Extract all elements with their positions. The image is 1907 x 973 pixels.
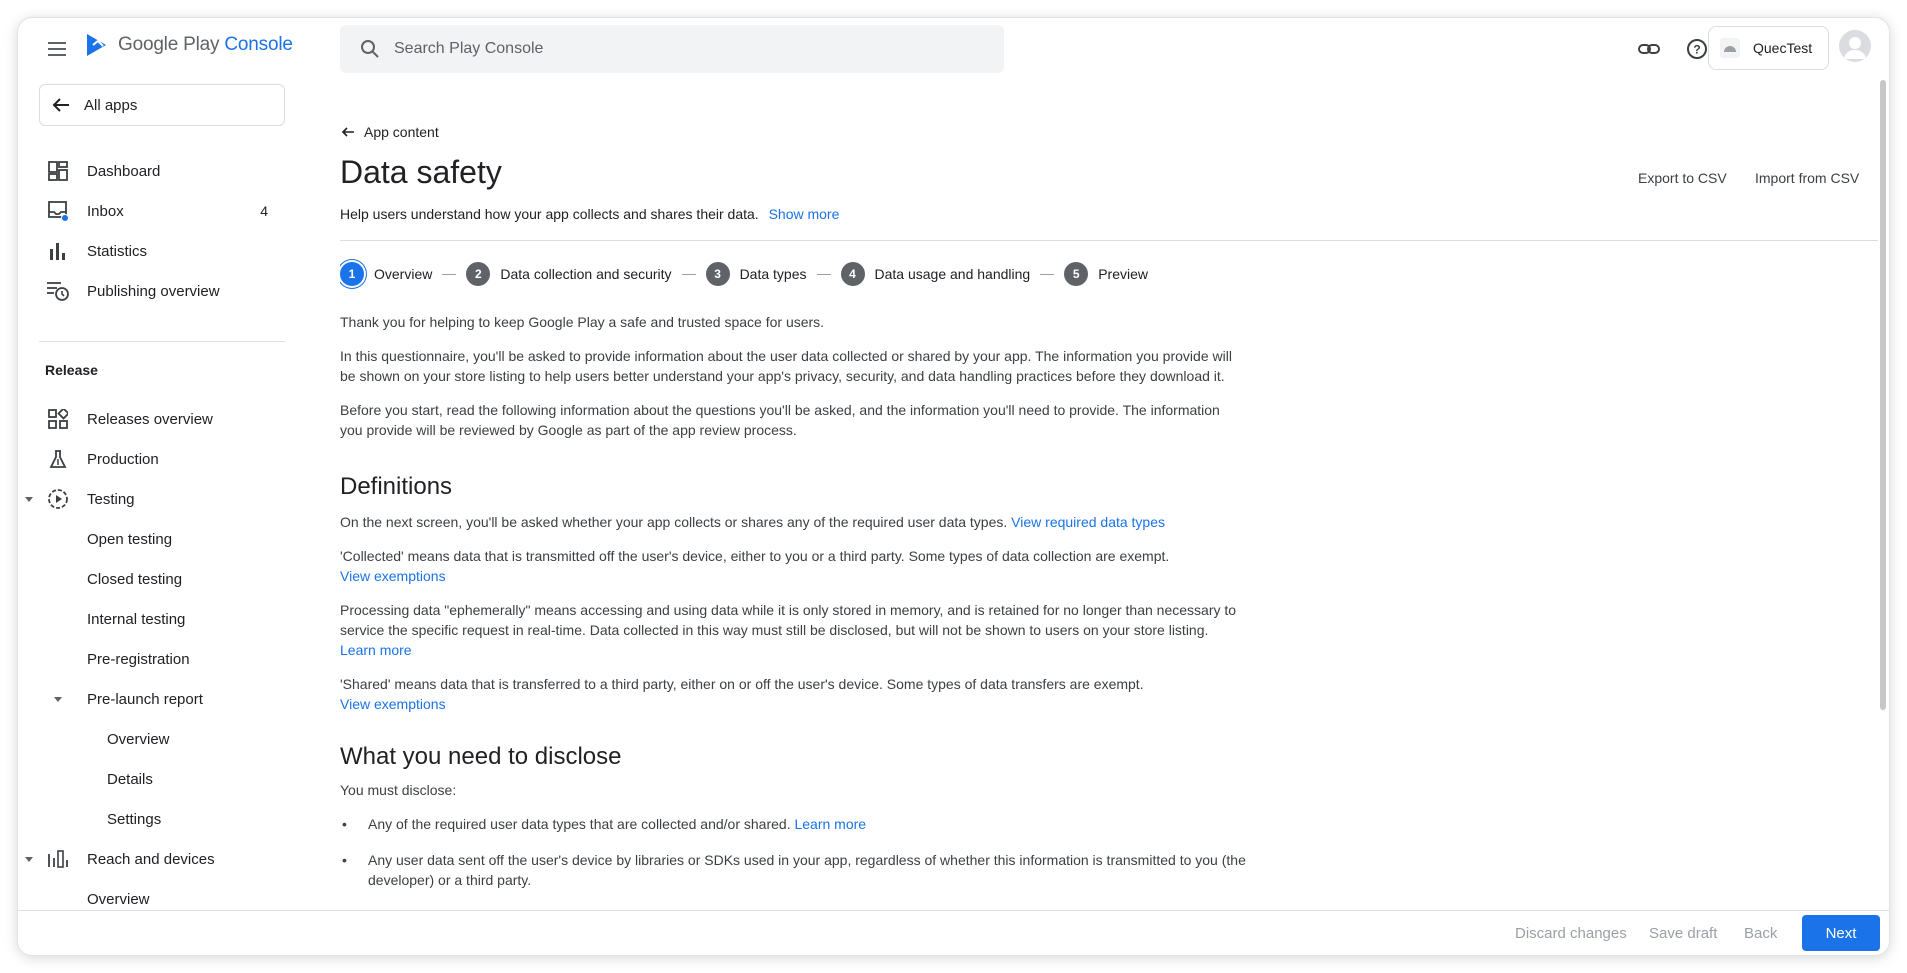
sidebar-item-label: Internal testing	[87, 610, 186, 628]
step-label: Data collection and security	[500, 266, 672, 282]
questionnaire-content	[340, 312, 1246, 906]
save-draft-button[interactable]: Save draft	[1649, 925, 1718, 942]
sidebar-item-label: Production	[87, 450, 159, 468]
step-separator	[682, 274, 696, 275]
step-separator	[442, 274, 456, 275]
hamburger-menu-icon[interactable]	[44, 36, 70, 62]
back-to-app-content-link[interactable]	[340, 124, 439, 140]
sidebar-item-label: Pre-registration	[87, 650, 190, 668]
step-data-types[interactable]	[706, 262, 807, 286]
sidebar-item-label: Open testing	[87, 530, 173, 548]
export-csv-button[interactable]: Export to CSV	[1638, 170, 1727, 186]
link-icon[interactable]	[1635, 35, 1663, 63]
header-divider	[340, 240, 1878, 241]
definition-paragraph	[340, 512, 1246, 532]
play-logo-icon	[84, 32, 110, 58]
all-apps-button[interactable]	[39, 84, 285, 126]
sidebar-divider	[39, 341, 285, 342]
sidebar-item-label: Inbox	[87, 202, 124, 220]
intro-paragraph: In this questionnaire, you'll be asked to provide information about the user data collected or shared by your app. The information you provide will be shown on your store listing to help users better understand your app's privacy, security, and data handling practices before they download it.	[340, 348, 1232, 384]
action-footer	[18, 910, 1889, 955]
sidebar-item-label: Overview	[87, 890, 150, 908]
intro-paragraph: Thank you for helping to keep Google Play a safe and trusted space for users.	[340, 314, 825, 330]
sidebar-item-internal-testing[interactable]	[18, 601, 290, 637]
sidebar-item-pre-launch-settings[interactable]	[18, 801, 290, 837]
help-icon[interactable]	[1683, 35, 1711, 63]
definition-paragraph	[340, 600, 1246, 660]
step-number: 3	[706, 262, 730, 286]
sidebar-item-label: Testing	[87, 490, 135, 508]
search-icon	[360, 39, 380, 59]
step-separator	[1040, 274, 1054, 275]
sidebar-item-pre-launch-overview[interactable]	[18, 721, 290, 757]
sidebar-item-publishing-overview[interactable]	[18, 273, 290, 309]
definition-text: 'Collected' means data that is transmitted off the user's device, either to you or a third party. Some types of data collection are exempt.	[340, 548, 1170, 564]
reach-devices-icon	[46, 847, 70, 871]
testing-icon	[46, 487, 70, 511]
definition-text: Processing data "ephemerally" means accessing and using data while it is only stored in memory, and is retained for no longer than necessary to service the specific request in real-time. Data collected in this way must still be disclosed, but will not be shown to users on your store listing.	[340, 602, 1237, 638]
definition-text: On the next screen, you'll be asked whether your app collects or shares any of the required user data types.	[340, 514, 1008, 530]
android-app-icon	[1719, 37, 1741, 59]
inbox-count-badge: 4	[260, 203, 268, 219]
list-item	[340, 814, 1246, 834]
sidebar-item-reach-and-devices[interactable]	[18, 841, 290, 877]
disclose-intro: You must disclose:	[340, 782, 457, 798]
step-number: 1	[340, 262, 364, 286]
release-section-title: Release	[45, 362, 98, 378]
page-title: Data safety	[340, 154, 502, 190]
show-more-link[interactable]: Show more	[768, 206, 840, 222]
sidebar-item-label: Pre-launch report	[87, 690, 203, 708]
avatar[interactable]	[1839, 30, 1871, 62]
sidebar-item-open-testing[interactable]	[18, 521, 290, 557]
step-number: 5	[1064, 262, 1088, 286]
account-switcher[interactable]	[1708, 26, 1829, 70]
definitions-heading: Definitions	[340, 473, 453, 500]
learn-more-link[interactable]: Learn more	[794, 816, 867, 832]
sidebar-item-pre-registration[interactable]	[18, 641, 290, 677]
dashboard-icon	[46, 159, 70, 183]
bullet-text: Any of the required user data types that are collected and/or shared.	[368, 816, 791, 832]
step-label: Preview	[1098, 266, 1148, 282]
expand-caret-icon[interactable]	[23, 853, 35, 865]
step-separator	[817, 274, 831, 275]
step-label: Data types	[739, 266, 807, 282]
subtitle-text: Help users understand how your app collects and shares their data.	[340, 206, 759, 222]
releases-overview-icon	[46, 407, 70, 431]
arrow-back-icon	[340, 124, 356, 140]
search-bar[interactable]	[340, 25, 1004, 73]
arrow-back-icon	[50, 94, 72, 116]
step-overview[interactable]	[340, 262, 432, 286]
publishing-overview-icon	[46, 279, 70, 303]
page-subtitle	[340, 206, 839, 222]
intro-paragraph: Before you start, read the following information about the questions you'll be asked, and the information you'll need to provide. The information you provide will be reviewed by Google as part of the app review process.	[340, 402, 1220, 438]
sidebar	[18, 80, 290, 910]
next-button[interactable]: Next	[1802, 915, 1880, 951]
account-name: QuecTest	[1753, 40, 1813, 56]
logo-text: Google Play Console	[118, 34, 293, 55]
view-exemptions-link[interactable]: View exemptions	[340, 696, 446, 712]
sidebar-item-label: Publishing overview	[87, 282, 220, 300]
bar-chart-icon	[46, 239, 70, 263]
discard-changes-button[interactable]: Discard changes	[1515, 925, 1627, 942]
definition-paragraph	[340, 546, 1246, 586]
sidebar-item-label: Details	[107, 770, 153, 788]
production-icon	[46, 447, 70, 471]
step-label: Data usage and handling	[874, 266, 1031, 282]
step-preview[interactable]	[1064, 262, 1148, 286]
all-apps-label: All apps	[84, 96, 138, 114]
sidebar-item-dashboard[interactable]	[18, 153, 290, 189]
search-input[interactable]	[394, 40, 954, 58]
play-console-logo[interactable]	[84, 32, 293, 58]
sidebar-item-inbox[interactable]	[18, 193, 290, 229]
main-content	[340, 80, 1880, 910]
browser-window	[18, 18, 1889, 955]
bullet-text: Any user data sent off the user's device by libraries or SDKs used in your app, regardless of whether this information is transmitted to you (the developer) or a third party.	[368, 852, 1246, 888]
sidebar-item-closed-testing[interactable]	[18, 561, 290, 597]
sidebar-item-label: Dashboard	[87, 162, 161, 180]
sidebar-item-label: Closed testing	[87, 570, 183, 588]
sidebar-item-pre-launch-details[interactable]	[18, 761, 290, 797]
sidebar-item-label: Releases overview	[87, 410, 213, 428]
progress-stepper	[340, 260, 1148, 288]
back-button[interactable]: Back	[1744, 925, 1778, 942]
back-link-label: App content	[364, 124, 439, 140]
sidebar-item-reach-overview[interactable]	[18, 881, 290, 910]
step-number: 2	[466, 262, 490, 286]
sidebar-item-testing[interactable]	[18, 481, 290, 517]
expand-caret-icon[interactable]	[52, 693, 64, 705]
step-data-usage-handling[interactable]	[841, 262, 1031, 286]
sidebar-item-label: Statistics	[87, 242, 148, 260]
step-data-collection-security[interactable]	[466, 262, 671, 286]
import-csv-button[interactable]: Import from CSV	[1755, 170, 1860, 186]
what-to-disclose-heading: What you need to disclose	[340, 743, 622, 770]
definition-text: 'Shared' means data that is transferred to a third party, either on or off the user's device. Some types of data transfers are exempt.	[340, 676, 1144, 692]
step-number: 4	[841, 262, 865, 286]
sidebar-item-label: Overview	[107, 730, 170, 748]
sidebar-item-releases-overview[interactable]	[18, 401, 290, 437]
step-label: Overview	[374, 266, 433, 282]
svg-text:?: ?	[1693, 42, 1701, 57]
view-required-data-types-link[interactable]: View required data types	[1011, 514, 1166, 530]
learn-more-link[interactable]: Learn more	[340, 642, 412, 658]
scrollbar[interactable]	[1880, 80, 1886, 710]
sidebar-item-label: Reach and devices	[87, 850, 215, 868]
top-bar	[18, 18, 1889, 80]
list-item	[340, 850, 1246, 890]
sidebar-item-label: Settings	[107, 810, 162, 828]
expand-caret-icon[interactable]	[23, 493, 35, 505]
inbox-icon	[46, 199, 70, 223]
disclose-list	[340, 814, 1246, 890]
sidebar-item-production[interactable]	[18, 441, 290, 477]
definition-paragraph	[340, 674, 1246, 714]
view-exemptions-link[interactable]: View exemptions	[340, 568, 446, 584]
sidebar-item-pre-launch-report[interactable]	[18, 681, 290, 717]
sidebar-item-statistics[interactable]	[18, 233, 290, 269]
